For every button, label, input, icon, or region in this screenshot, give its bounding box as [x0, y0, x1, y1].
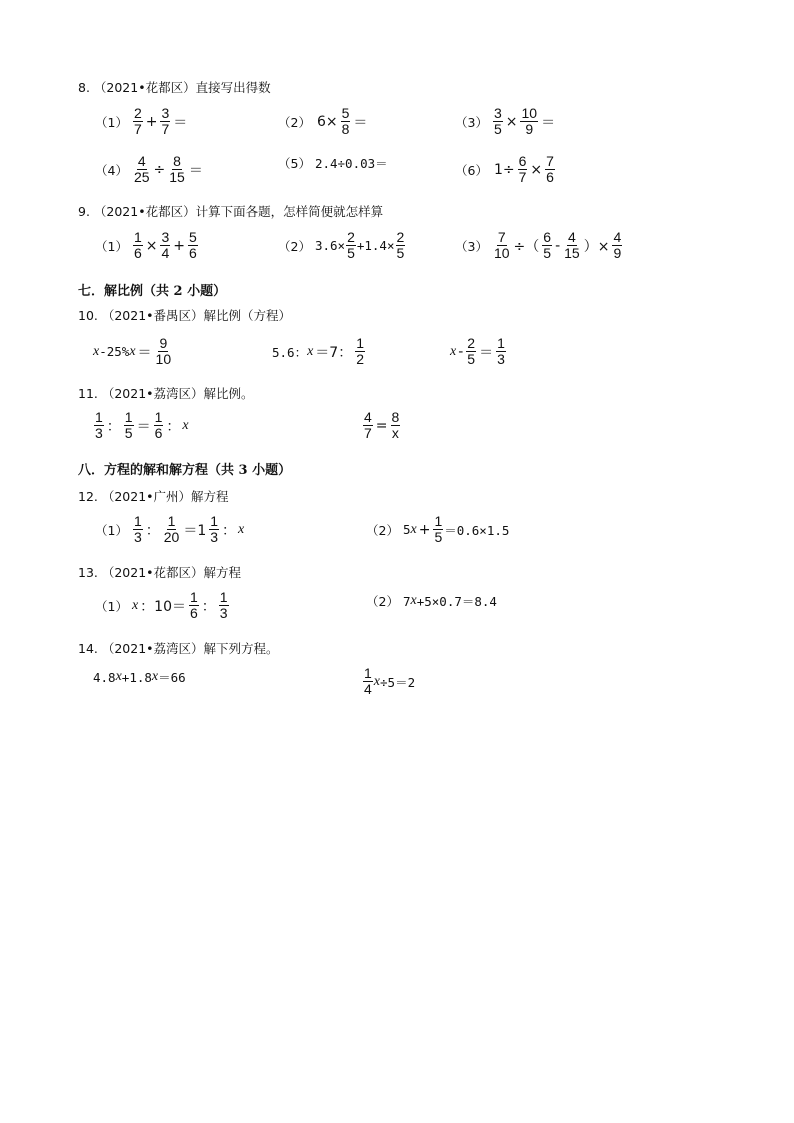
fraction: $\frac{9}{10}$: [155, 335, 172, 367]
fraction: $\frac{7}{6}$: [546, 153, 554, 185]
question-10-stem: 10. （2021•番禺区）解比例（方程）: [78, 308, 292, 323]
question-11-stem: 11. （2021•荔湾区）解比例。: [78, 386, 254, 401]
fraction: $\frac{1}{3}$: [497, 335, 505, 367]
fraction: $\frac{7}{10}$: [493, 229, 510, 261]
fraction: $\frac{4}{9}$: [613, 229, 622, 261]
fraction: $\frac{3}{7}$: [161, 105, 170, 137]
q14-problem-2: $\frac{1}{4}$ x ÷5＝2: [364, 665, 416, 697]
fraction: $\frac{1}{3}$: [210, 513, 219, 545]
q8-label-2: （2）: [278, 114, 311, 130]
fraction: $\frac{6}{7}$: [518, 153, 527, 185]
q9-problem-2: （2） 3.6× $\frac{2}{5}$ +1.4× $\frac{2}{5}$: [278, 229, 405, 261]
q9-problem-1: （1） $\frac{1}{6}$ × $\frac{3}{4}$ + $\frac{5}{6}$: [95, 229, 197, 261]
q9-problem-3: （3） $\frac{7}{10}$ ÷（ $\frac{6}{5}$ - $\frac{4}{15}$ ）× $\frac{4}{9}$: [455, 229, 622, 261]
q12-problem-1: （1） $\frac{1}{3}$ ： $\frac{1}{20}$ ＝1 $\frac{1}{3}$ ： x: [95, 513, 245, 545]
q8-problem-2: （2） 6× $\frac{5}{8}$ ＝: [278, 105, 368, 137]
fraction: $\frac{1}{5}$: [434, 513, 443, 545]
q8-problem-5-expr: 2.4÷0.03＝: [314, 156, 388, 171]
q12-label-2: （2）: [366, 522, 399, 538]
q10-problem-3: x - $\frac{2}{5}$ ＝ $\frac{1}{3}$: [450, 335, 505, 367]
q14-problem-1: 4.8 x +1.8 x ＝66: [93, 669, 186, 685]
fraction: $\frac{1}{3}$: [95, 409, 103, 441]
fraction: $\frac{1}{3}$: [133, 513, 142, 545]
question-8-stem: 8. （2021•花都区）直接写出得数: [78, 80, 271, 95]
question-12-stem: 12. （2021•广州）解方程: [78, 489, 229, 504]
q13-problem-1: （1） x ：10＝ $\frac{1}{6}$ ： $\frac{1}{3}$: [95, 589, 228, 621]
q13-problem-2: （2） 7 x +5 ×0.7＝8.4: [366, 593, 497, 609]
question-14-stem: 14. （2021•荔湾区）解下列方程。: [78, 641, 279, 656]
fraction: $\frac{1}{20}$: [163, 513, 180, 545]
fraction: $\frac{8}{15}$: [169, 153, 185, 185]
fraction: $\frac{2}{5}$: [396, 229, 405, 261]
section-7-title: 七．解比例（共 2 小题）: [78, 284, 227, 299]
fraction: $\frac{4}{15}$: [564, 229, 580, 261]
q13-label-1: （1）: [95, 598, 128, 614]
fraction: $\frac{6}{5}$: [543, 229, 552, 261]
fraction: $\frac{10}{9}$: [521, 105, 538, 137]
q10-problem-1: x -25% x ＝ $\frac{9}{10}$: [93, 335, 172, 367]
q10-problem-2: 5.6： x ＝7： $\frac{1}{2}$: [272, 335, 365, 367]
fraction: $\frac{2}{5}$: [347, 229, 355, 261]
q8-label-4: （4）: [95, 162, 128, 178]
q12-label-1: （1）: [95, 522, 128, 538]
q12-problem-2: （2） 5 x + $\frac{1}{5}$ ＝0.6×1.5: [366, 513, 510, 545]
q8-problem-5: [278, 154, 388, 172]
fraction: $\frac{8}{x}$: [391, 409, 400, 441]
q8-label-6: （6）: [455, 162, 488, 178]
q9-label-2: （2）: [278, 238, 311, 254]
fraction: $\frac{1}{5}$: [124, 409, 133, 441]
fraction: $\frac{4}{25}$: [133, 153, 150, 185]
q8-problem-4: （4） $\frac{4}{25}$ ÷ $\frac{8}{15}$ ＝: [95, 153, 203, 185]
q14-problem-2-tail: ÷5＝2: [380, 674, 416, 690]
fraction: $\frac{1}{6}$: [154, 409, 163, 441]
fraction: $\frac{1}{6}$: [133, 229, 142, 261]
q13-problem-2-tail: ×0.7＝8.4: [431, 594, 497, 609]
q9-label-3: （3）: [455, 238, 488, 254]
q8-problem-6: （6） 1÷ $\frac{6}{7}$ × $\frac{7}{6}$: [455, 153, 554, 185]
q8-problem-3: （3） $\frac{3}{5}$ × $\frac{10}{9}$ ＝: [455, 105, 556, 137]
q8-label-3: （3）: [455, 114, 488, 130]
fraction: $\frac{1}{4}$: [364, 665, 372, 697]
fraction: $\frac{2}{7}$: [133, 105, 142, 137]
q9-label-1: （1）: [95, 238, 128, 254]
section-8-title: 八．方程的解和解方程（共 3 小题）: [78, 463, 292, 478]
q11-problem-1: $\frac{1}{3}$ ： $\frac{1}{5}$ ＝ $\frac{1}{6}$ ： x: [95, 409, 189, 441]
q13-label-2: （2）: [366, 594, 399, 609]
fraction: $\frac{1}{6}$: [190, 589, 198, 621]
fraction: $\frac{3}{4}$: [161, 229, 170, 261]
q14-problem-1-tail: ＝66: [158, 670, 186, 685]
q11-problem-2: $\frac{4}{7}$ = $\frac{8}{x}$: [364, 409, 400, 441]
fraction: $\frac{4}{7}$: [364, 409, 372, 441]
q8-label-1: （1）: [95, 114, 128, 130]
question-9-stem: 9. （2021•花都区）计算下面各题，怎样简便就怎样算: [78, 204, 384, 219]
fraction: $\frac{5}{8}$: [341, 105, 350, 137]
fraction: $\frac{3}{5}$: [493, 105, 502, 137]
fraction: $\frac{5}{6}$: [189, 229, 197, 261]
q12-problem-2-tail: ＝0.6×1.5: [444, 522, 510, 538]
q8-problem-1: （1） $\frac{2}{7}$ + $\frac{3}{7}$ ＝: [95, 105, 188, 137]
fraction: $\frac{2}{5}$: [467, 335, 476, 367]
question-13-stem: 13. （2021•花都区）解方程: [78, 565, 242, 580]
q8-label-5: （5）: [278, 156, 311, 171]
fraction: $\frac{1}{2}$: [356, 335, 365, 367]
fraction: $\frac{1}{3}$: [219, 589, 228, 621]
